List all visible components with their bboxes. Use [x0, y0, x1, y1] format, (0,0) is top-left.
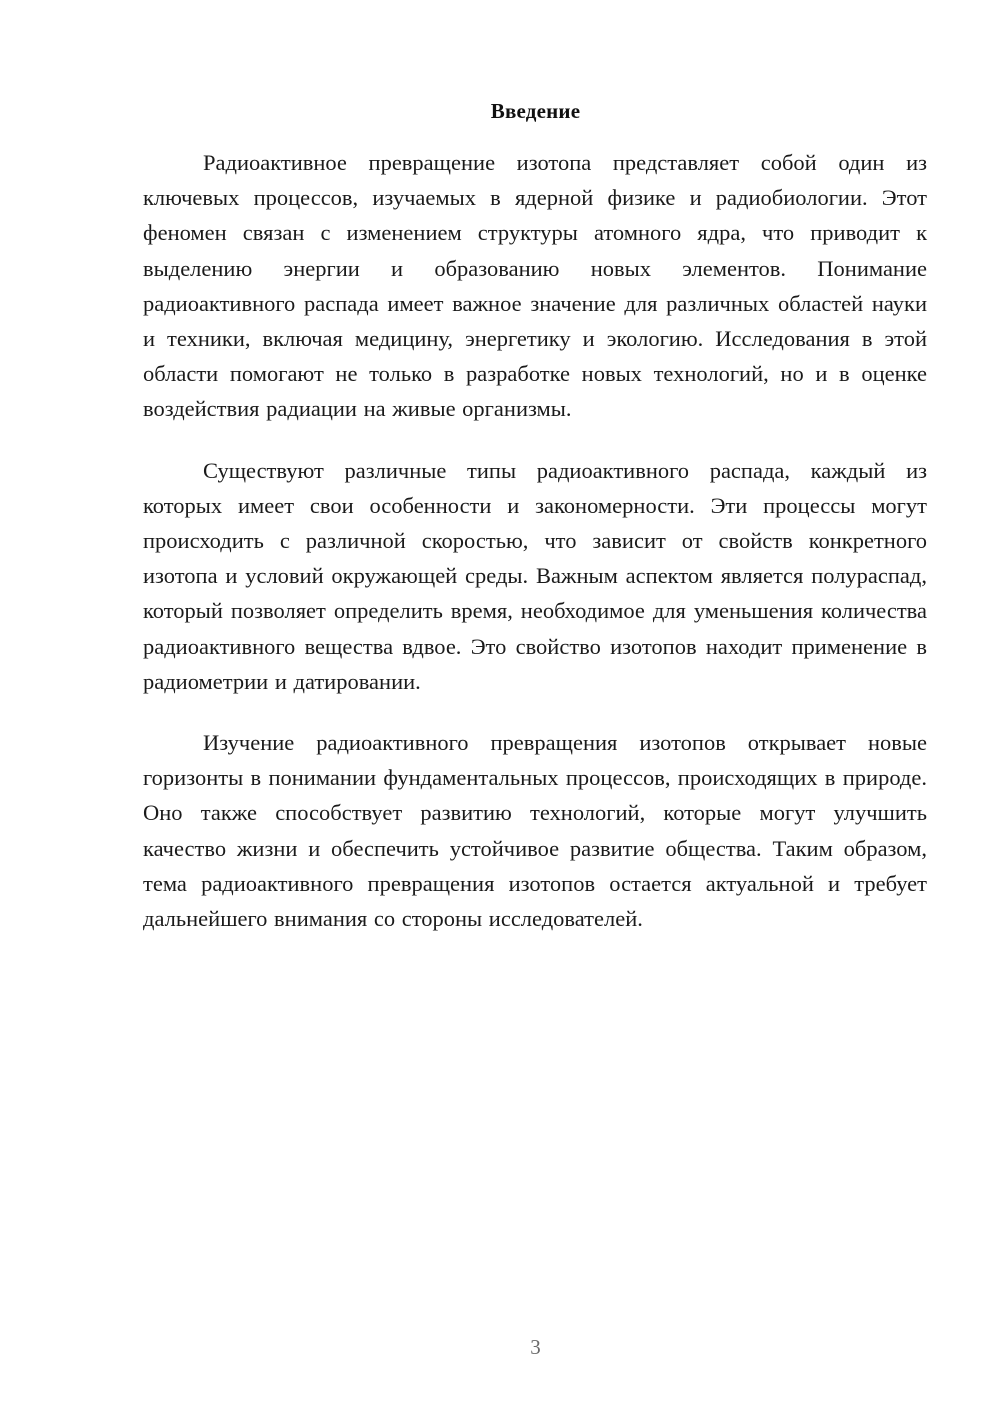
body-text	[143, 145, 927, 962]
paragraph-2: Существуют различные типы радиоактивного распада, каждый из которых имеет свои особенности и закономерности. Эти процессы могут происходить с различной скоростью, что зависит от свойств конкретного изотопа и условий окружающей среды. Важным аспектом является полураспад, который позволяет определить время, необходимое для уменьшения количества радиоактивного вещества вдвое. Это свойство изотопов находит применение в радиометрии и датировании.	[143, 457, 927, 694]
page-title: Введение	[490, 99, 581, 123]
paragraph-3: Изучение радиоактивного превращения изотопов открывает новые горизонты в понимании фундаментальных процессов, происходящих в природе. Оно также способствует развитию технологий, которые могут улучшить качество жизни и обеспечить устойчивое развитие общества. Таким образом, тема радиоактивного превращения изотопов остается актуальной и требует дальнейшего внимания со стороны исследователей.	[143, 730, 927, 932]
paragraph-1: Радиоактивное превращение изотопа представляет собой один из ключевых процессов, изучаемых в ядерной физике и радиобиологии. Этот феномен связан с изменением структуры атомного ядра, что приводит к выделению энергии и образованию новых элементов. Понимание радиоактивного распада имеет важное значение для различных областей науки и техники, включая медицину, энергетику и экологию. Исследования в этой области помогают не только в разработке новых технологий, но и в оценке воздействия радиации на живые организмы.	[143, 150, 927, 422]
page-number: 3	[530, 1335, 541, 1359]
